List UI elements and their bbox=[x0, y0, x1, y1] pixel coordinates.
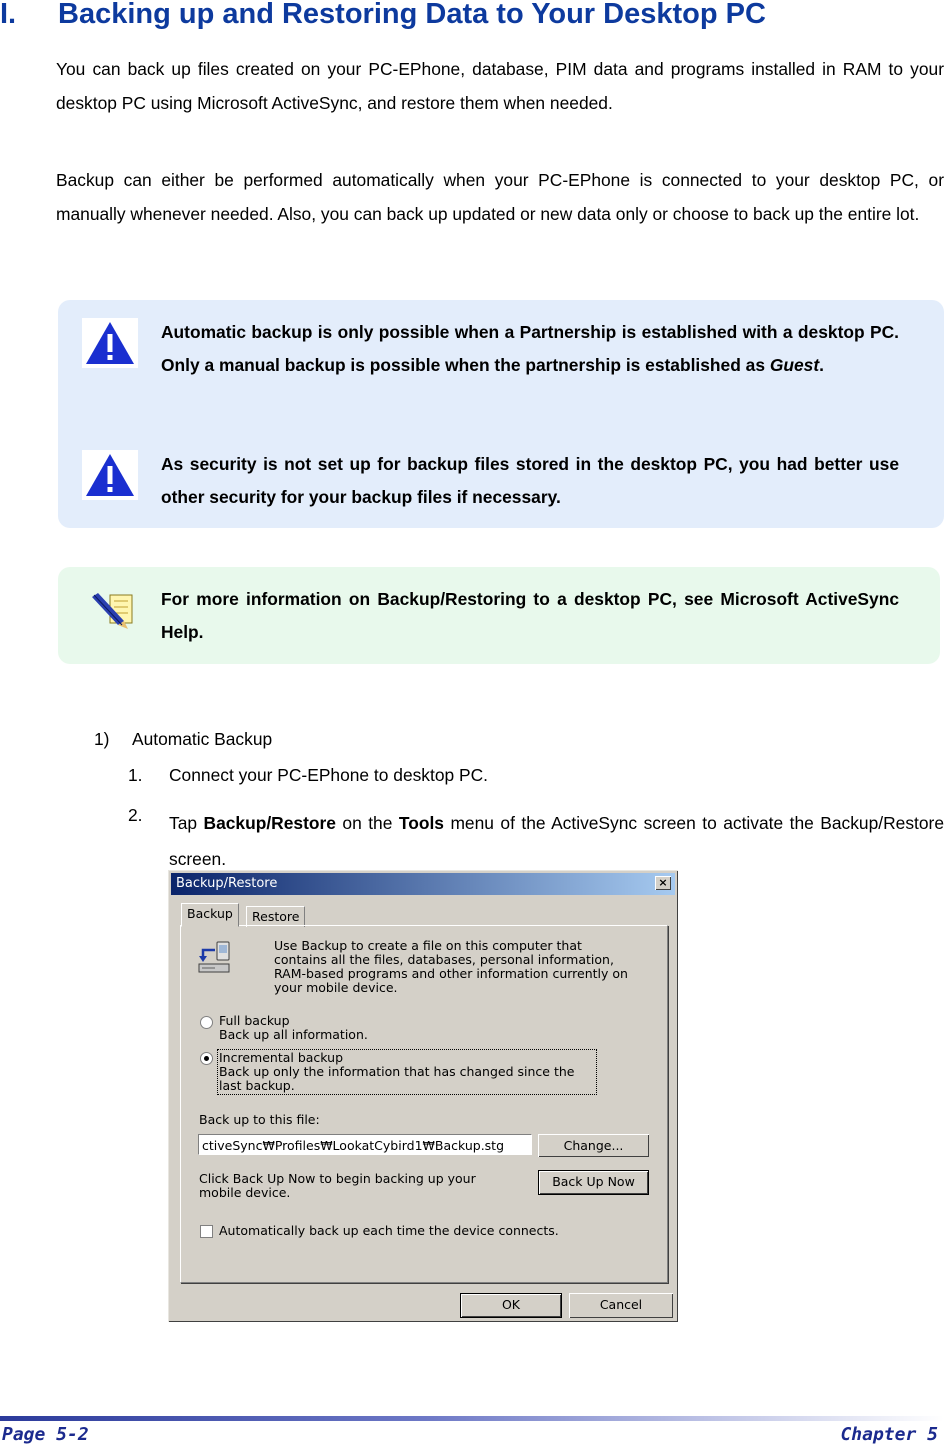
auto-backup-label: Automatically back up each time the device connects. bbox=[219, 1223, 559, 1238]
backup-hint-line: Click Back Up Now to begin backing up your bbox=[199, 1171, 476, 1186]
heading-title: Backing up and Restoring Data to Your Desktop PC bbox=[58, 0, 766, 30]
full-backup-radio[interactable] bbox=[200, 1016, 213, 1029]
section-heading bbox=[0, 0, 944, 31]
warning-text-1: Automatic backup is only possible when a Partnership is established with a desktop PC. Only a manual backup is possible when the partnership is established as Guest. bbox=[161, 322, 899, 375]
step-text: Tap Backup/Restore on the Tools menu of the ActiveSync screen to activate the Backup/Restore screen. bbox=[169, 813, 944, 869]
step-number: 1. bbox=[128, 765, 143, 785]
close-button[interactable]: × bbox=[655, 876, 671, 890]
backup-restore-dialog bbox=[168, 870, 678, 1322]
incremental-backup-description: Back up only the information that has changed since the bbox=[219, 1064, 575, 1079]
step-number: 2. bbox=[128, 805, 143, 825]
backup-now-button[interactable]: Back Up Now bbox=[538, 1170, 649, 1195]
dialog-title: Backup/Restore bbox=[176, 876, 278, 891]
incremental-backup-description: last backup. bbox=[219, 1078, 295, 1093]
backup-file-label: Back up to this file: bbox=[199, 1112, 320, 1127]
info-note-box bbox=[58, 567, 940, 664]
subsection-number: 1) bbox=[94, 729, 110, 749]
warning-note-box bbox=[58, 300, 944, 528]
footer-divider bbox=[0, 1416, 944, 1421]
step-text: Connect your PC-EPhone to desktop PC. bbox=[169, 765, 489, 785]
warning-triangle-icon bbox=[82, 450, 138, 500]
backup-description-line: Use Backup to create a file on this computer that bbox=[274, 938, 582, 953]
heading-number: I. bbox=[0, 0, 17, 30]
auto-backup-checkbox[interactable] bbox=[200, 1225, 213, 1238]
ok-button[interactable]: OK bbox=[460, 1293, 562, 1318]
info-note-text: For more information on Backup/Restoring to a desktop PC, see Microsoft ActiveSync Help. bbox=[161, 589, 899, 642]
backup-description-line: your mobile device. bbox=[274, 980, 398, 995]
dialog-titlebar bbox=[171, 873, 675, 895]
cancel-button[interactable]: Cancel bbox=[569, 1293, 673, 1318]
warning-text-2: As security is not set up for backup files stored in the desktop PC, you had better use other security for your backup files if necessary. bbox=[161, 454, 899, 507]
pencil-note-icon bbox=[88, 587, 140, 633]
intro-paragraph-2: Backup can either be performed automatically when your PC-EPhone is connected to your desktop PC, or manually whenever needed. Also, you can back up updated or new data only or choose to back up the entire lot. bbox=[56, 170, 944, 224]
page-number: Page 5-2 bbox=[2, 1424, 89, 1445]
backup-hint-line: mobile device. bbox=[199, 1185, 291, 1200]
tab-restore[interactable]: Restore bbox=[246, 906, 305, 927]
tab-backup[interactable]: Backup bbox=[181, 903, 239, 927]
subsection-title: Automatic Backup bbox=[132, 729, 273, 749]
backup-description-line: contains all the files, databases, personal information, bbox=[274, 952, 614, 967]
full-backup-description: Back up all information. bbox=[219, 1027, 368, 1042]
chapter-label: Chapter 5 bbox=[840, 1424, 938, 1445]
full-backup-label: Full backup bbox=[219, 1013, 290, 1028]
backup-tab-panel bbox=[180, 925, 668, 1283]
incremental-backup-label: Incremental backup bbox=[219, 1050, 344, 1065]
change-button[interactable]: Change... bbox=[538, 1134, 649, 1157]
backup-file-field[interactable]: ctiveSync₩Profiles₩LookatCybird1₩Backup.stg bbox=[198, 1134, 532, 1155]
intro-paragraph-1: You can back up files created on your PC-EPhone, database, PIM data and programs installed in RAM to your desktop PC using Microsoft ActiveSync, and restore them when needed. bbox=[56, 59, 944, 113]
backup-description-line: RAM-based programs and other information currently on bbox=[274, 966, 628, 981]
incremental-backup-radio[interactable] bbox=[200, 1052, 213, 1065]
warning-triangle-icon bbox=[82, 318, 138, 368]
backup-device-icon bbox=[197, 940, 233, 976]
